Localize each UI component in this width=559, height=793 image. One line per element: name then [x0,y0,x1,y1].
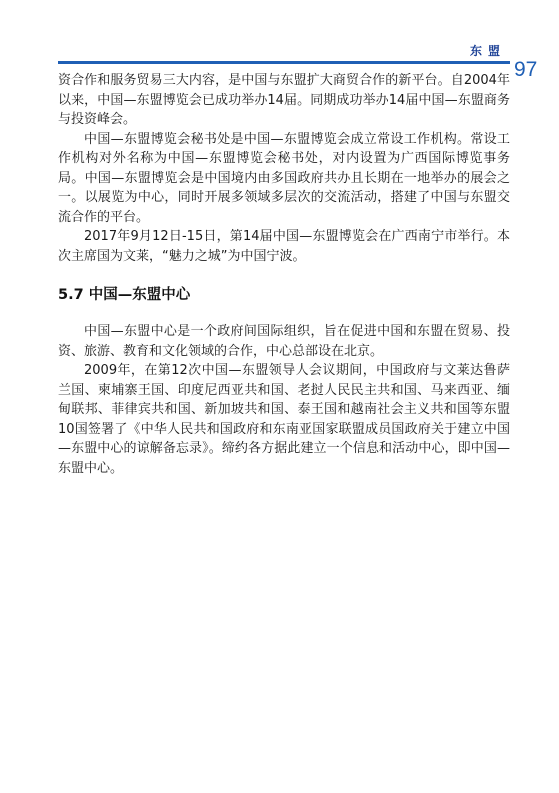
section-label: 东盟 [469,44,506,58]
running-header [58,44,510,60]
section-title: 5.7 中国—东盟中心 [58,287,191,303]
body-text [58,71,510,478]
paragraph: 中国—东盟中心是一个政府间国际组织，旨在促进中国和东盟在贸易、投资、旅游、教育和文化领域的合作，中心总部设在北京。 [58,324,510,359]
paragraph: 2017年9月12日-15日，第14届中国—东盟博览会在广西南宁市举行。本次主席国为文莱，“魅力之城”为中国宁波。 [58,229,510,264]
paragraph: 资合作和服务贸易三大内容，是中国与东盟扩大商贸合作的新平台。自2004年以来，中国—东盟博览会已成功举办14届。同期成功举办14届中国—东盟商务与投资峰会。 [58,73,510,127]
paragraph: 2009年，在第12次中国—东盟领导人会议期间，中国政府与文莱达鲁萨兰国、柬埔寨王国、印度尼西亚共和国、老挝人民民主共和国、马来西亚、缅甸联邦、菲律宾共和国、新加坡共和国、泰王国和越南社会主义共和国等东盟10国签署了《中华人民共和国政府和东南亚国家联盟成员国政府关于建立中国—东盟中心的谅解备忘录》。缔约各方据此建立一个信息和活动中心，即中国—东盟中心。 [58,363,510,476]
header-rule [58,61,510,64]
paragraph: 中国—东盟博览会秘书处是中国—东盟博览会成立常设工作机构。常设工作机构对外名称为中国—东盟博览会秘书处，对内设置为广西国际博览事务局。中国—东盟博览会是中国境内由多国政府共办且长期在一地举办的展会之一。以展览为中心，同时开展多领域多层次的交流活动，搭建了中国与东盟交流合作的平台。 [58,131,510,225]
page-number: 97 [514,58,538,81]
